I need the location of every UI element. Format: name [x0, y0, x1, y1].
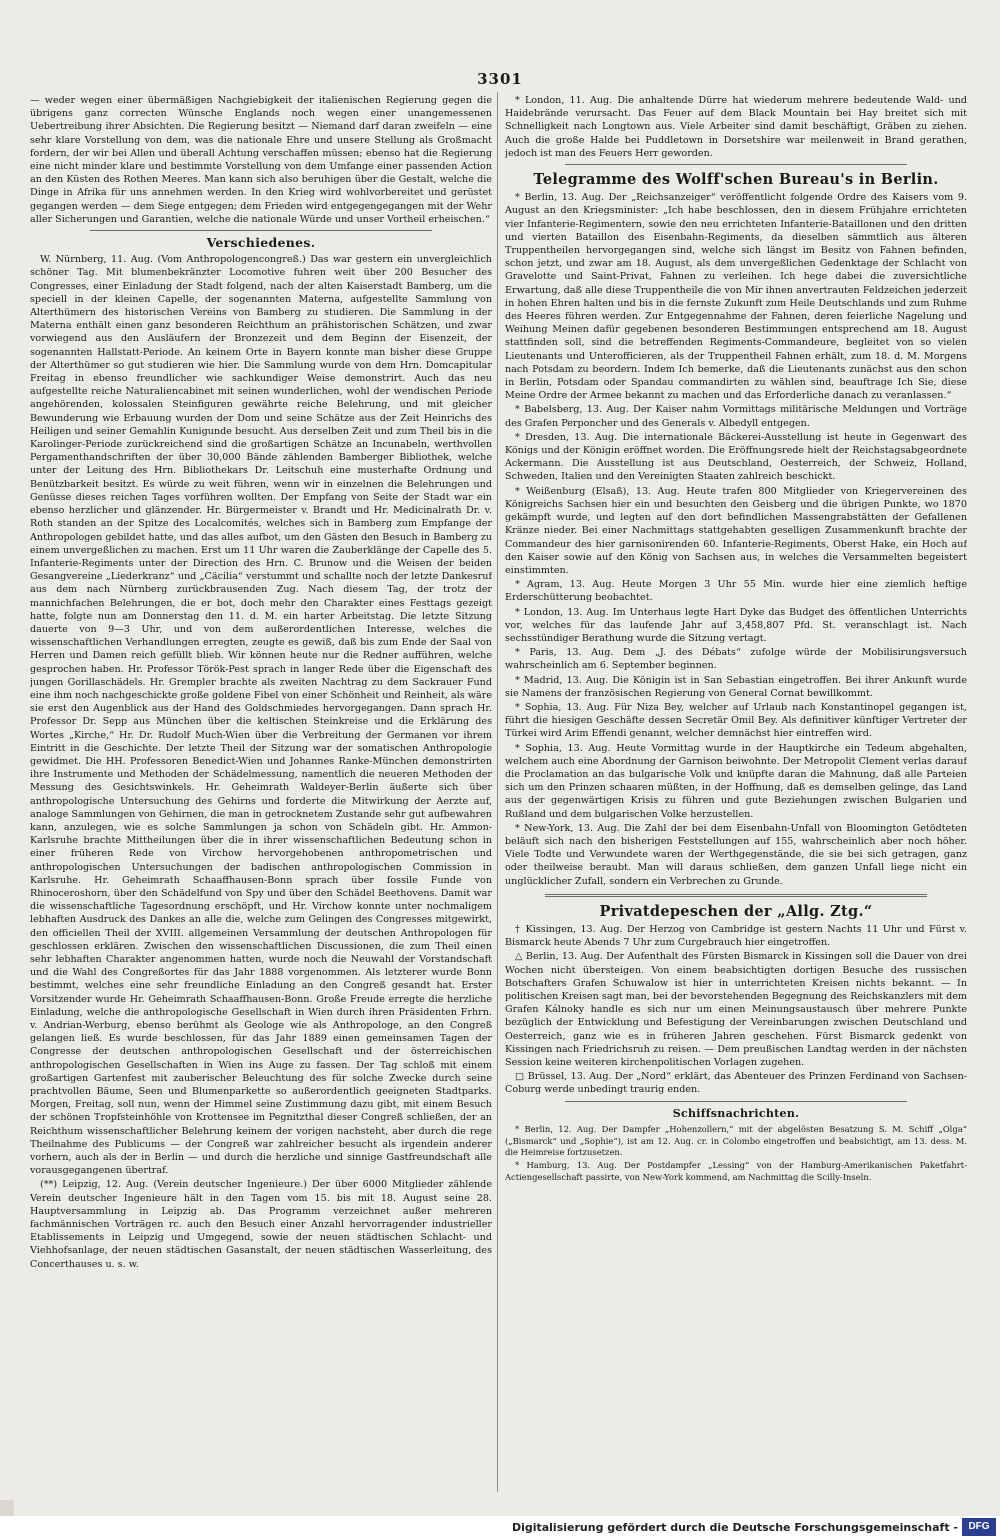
section-divider [565, 1101, 907, 1102]
article-london-fires: * London, 11. Aug. Die anhaltende Dürre hat wiederum mehrere bedeutende Wald- und Haidebrände verursacht. Das Feuer auf dem Black Mountain bei Hay breitet sich mit Schnelligkeit nach Longtown aus. Viele Arbeiter sind damit beschäftigt, Gräben zu ziehen. Auch die große Halde bei Puddletown in Dorsetshire war meilenweit in Brand gerathen, jedoch ist man des Feuers Herr geworden. [505, 95, 967, 159]
private-berlin: △ Berlin, 13. Aug. Der Aufenthalt des Fürsten Bismarck in Kissingen soll die Dauer von drei Wochen nicht übersteigen. Von einem beabsichtigten dortigen Besuche des russischen Botschafters Grafen Schuwalow ist hier in unterrichteten Kreisen nichts bekannt. — In politischen Kreisen sagt man, bei der bevorstehenden Begegnung des Reichskanzlers mit dem Grafen Kálnoky handle es sich nur um einen Meinungsaustausch über mehrere Punkte bezüglich der Entwicklung und Befestigung der Vereinbarungen zwischen Deutschland und Oesterreich, ganz wie es in früheren Jahren geschehen. Fürst Bismarck gedenkt von Kissingen nach Friedrichsruh zu reisen. — Dem preußischen Landtag werden in der nächsten Session keine weiteren kirchenpolitischen Vorlagen zugehen. [505, 951, 967, 1069]
left-column [30, 94, 492, 1494]
section-divider [545, 894, 927, 897]
section-title-verschiedenes: Verschiedenes. [206, 235, 316, 251]
article-leipzig: (**) Leipzig, 12. Aug. (Verein deutscher Ingenieure.) Der über 6000 Mitglieder zählende Verein deutscher Ingenieure hält in den Tagen vom 15. bis mit 18. August seine 28. Hauptversammlung in Leipzig ab. Das Programm verzeichnet außer mehreren fachmännischen Vorträgen rc. auch den Besuch einer Anzahl hervorragender industrieller Etablissements in Leipzig und Umgegend, sowie der neuen städtischen Schlacht- und Viehhofsanlage, der neuen städtischen Gasanstalt, der neuen städtischen Wasserleitung, des Concerthauses u. s. w. [30, 1179, 492, 1270]
page-edge-mark [0, 1500, 14, 1516]
section-title-wolff: Telegramme des Wolff'schen Bureau's in Berlin. [533, 171, 939, 189]
telegram-paris: * Paris, 13. Aug. Dem „J. des Débats“ zufolge würde der Mobilisirungsversuch wahrscheinlich am 6. September beginnen. [505, 647, 967, 672]
section-title-shipping: Schiffsnachrichten. [672, 1106, 800, 1120]
right-column [505, 94, 967, 1414]
intro-paragraph: — weder wegen einer übermäßigen Nachgiebigkeit der italienischen Regierung gegen die übrigens ganz correcten Wünsche Englands noch wegen einer unangemessenen Uebertreibung ihrer Absichten. Die Regierung besitzt — Niemand darf daran zweifeln — eine sehr klare Vorstellung von dem, was die nationale Ehre und unsere Stellung als Großmacht fordern, der wir bei Allen und überall Achtung verschaffen müssen; ebenso hat die Regierung eine nicht minder klare und bestimmte Vorstellung von dem Umfange einer passenden Action an den Küsten des Rothen Meeres. Man kann sich also beruhigen über die Gestalt, welche die Dinge in Afrika für uns annehmen werden. In den Krieg wird wohlvorbereitet und gerüstet gegangen werden — dem Siege entgegen; dem Frieden wird entgegengegangen mit der Wehr aller Sicherungen und Garantien, welche die nationale Würde und unser Vortheil erheischen.“ [30, 95, 492, 225]
telegram-new-york: * New-York, 13. Aug. Die Zahl der bei dem Eisenbahn-Unfall von Bloomington Getödteten beläuft sich nach den bisherigen Feststellungen auf 155, wahrscheinlich aber noch höher. Viele Todte und Verwundete waren der Werthgegenstände, die sie bei sich getragen, ganz oder theilweise beraubt. Man will daraus schließen, dem ganzen Unfall liege nicht ein unglücklicher Zufall, sondern ein Verbrechen zu Grunde. [505, 822, 967, 887]
column-rule [497, 92, 498, 1492]
footer-credit: Digitalisierung gefördert durch die Deutsche Forschungsgemeinschaft - [511, 1521, 958, 1534]
section-divider [565, 164, 907, 165]
telegram-dresden: * Dresden, 13. Aug. Die internationale Bäckerei-Ausstellung ist heute in Gegenwart des Königs und der Königin eröffnet worden. Die Eröffnungsrede hielt der Reichstagsabgeordnete Ackermann. Die Ausstellung ist aus Deutschland, Oesterreich, der Schweiz, Holland, Schweden, Italien und den Vereinigten Staaten zahlreich beschickt. [505, 431, 967, 483]
shipping-berlin: * Berlin, 12. Aug. Der Dampfer „Hohenzollern,“ mit der abgelösten Besatzung S. M. Schiff „Olga“ („Bismarck“ und „Sophie“), ist am 12. Aug. cr. in Colombo eingetroffen und beabsichtigt, am 13. dess. M. die Heimreise fortzusetzen. [505, 1123, 967, 1158]
shipping-hamburg: * Hamburg, 13. Aug. Der Postdampfer „Lessing“ von der Hamburg-Amerikanischen Paketfahrt-Actiengesellschaft passirte, von New-York kommend, am Nachmittag die Scilly-Inseln. [505, 1160, 967, 1183]
dfg-logo: DFG [962, 1518, 996, 1536]
telegram-berlin: * Berlin, 13. Aug. Der „Reichsanzeiger“ veröffentlicht folgende Ordre des Kaisers vom 9. August an den Kriegsminister: „Ich habe beschlossen, den in diesem Frühjahre errichteten vier Infanterie-Regimentern, sowie den neu errichteten Infanterie-Bataillonen und den dritten und vierten Bataillon des Eisenbahn-Regiments, da dieselben sämmtlich aus älteren Truppentheilen hervorgegangen sind, welche sich längst im Besitz von Fahnen befinden, schon jetzt, und zwar am 18. August, als dem unvergeßlichen Gedenktage der Schlacht von Gravelotte und Saint-Privat, Fahnen zu verleihen. Ich hege dabei die zuversichtliche Erwartung, daß alle diese Truppentheile die von Mir ihnen anvertrauten Feldzeichen jederzeit in hohen Ehren halten und bis in die fernste Zukunft zum Heile Deutschlands und zum Ruhme des Heeres führen werden. Zur Entgegennahme der Fahnen, deren feierliche Nagelung und Weihung Meinen dafür gegebenen besonderen Bestimmungen entsprechend am 18. August stattfinden soll, sind die betreffenden Regiments-Commandeure, begleitet von so vielen Lieutenants und Unterofficieren, als der Truppentheil Fahnen erhält, zum 18. d. M. Morgens nach Potsdam zu beordern. Indem Ich bemerke, daß die Lieutenants zunächst aus den schon in Berlin, Potsdam oder Spandau commandirten zu wählen sind, beauftrage Ich Sie, diese Meine Ordre der Armee bekannt zu machen und das Erforderliche danach zu veranlassen.“ [505, 192, 967, 402]
private-kissingen: † Kissingen, 13. Aug. Der Herzog von Cambridge ist gestern Nachts 11 Uhr und Fürst v. Bismarck heute Abends 7 Uhr zum Curgebrauch hier eingetroffen. [505, 923, 967, 949]
telegram-sophia-1: * Sophia, 13. Aug. Für Niza Bey, welcher auf Urlaub nach Konstantinopel gegangen ist, führt die hiesigen Geschäfte dessen Secretär Omil Bey. Als definitiver künftiger Vertreter der Türkei wird Arim Effendi genannt, welcher demnächst hier eintreffen wird. [505, 701, 967, 740]
telegram-sophia-2: * Sophia, 13. Aug. Heute Vormittag wurde in der Hauptkirche ein Tedeum abgehalten, welchem auch eine Abordnung der Garnison beiwohnte. Der Metropolit Clement verlas darauf die Proclamation an das bulgarische Volk und knüpfte daran die Mahnung, daß alle Parteien sich um den Prinzen schaaren müßten, in der Hoffnung, daß es demselben gelinge, das Land aus der gegenwärtigen Krisis zu führen und gute Beziehungen zwischen Bulgarien und Rußland und dem bulgarischen Volke herzustellen. [505, 742, 967, 820]
telegram-agram: * Agram, 13. Aug. Heute Morgen 3 Uhr 55 Min. wurde hier eine ziemlich heftige Erderschütterung beobachtet. [505, 579, 967, 604]
telegram-madrid: * Madrid, 13. Aug. Die Königin ist in San Sebastian eingetroffen. Bei ihrer Ankunft wurde sie Namens der französischen Regierung von General Cornat bewillkommt. [505, 674, 967, 699]
section-title-private: Privatdepeschen der „Allg. Ztg.“ [599, 902, 873, 920]
section-divider [90, 230, 432, 231]
telegram-london: * London, 13. Aug. Im Unterhaus legte Hart Dyke das Budget des öffentlichen Unterrichts vor, welches für das laufende Jahr auf 3,458,807 Pfd. St. veranschlagt ist. Nach sechsstündiger Berathung wurde die Sitzung vertagt. [505, 606, 967, 644]
article-nuernberg: W. Nürnberg, 11. Aug. (Vom Anthropologencongreß.) Das war gestern ein unvergleichlich schöner Tag. Mit blumenbekränzter Locomotive fuhren weit über 200 Besucher des Congresses, einer Einladung der Stadt folgend, nach der alten Kaiserstadt Bamberg, um die speciell in der kleinen Capelle, der sogenannten Materna, aufgestellte Sammlung von Alterthümern des historischen Vereins von Bamberg zu studieren. Die Sammlung in der Materna enthält einen ganz besonderen Reichthum an prähistorischen Schätzen, und zwar vorwiegend aus den Ausläufern der Bronzezeit und dem Beginn der Eisenzeit, der sogenannten Hallstatt-Periode. An keinem Orte in Bayern konnte man bisher diese Gruppe der Alterthümer so gut studieren wie hier. Die Sammlung wurde von dem Hrn. Domcapitular Freitag in ebenso freundlicher wie sachkundiger Weise demonstrirt. Auch das neu aufgestellte reiche Naturaliencabinet mit seinen wunderlichen, wohl der wendischen Periode angehörenden, kolossalen Steinfiguren gewährte reiche Belehrung, und mit gleicher Bewunderung wie Erbauung wurden der Dom und seine Schätze aus der Zeit Heinrichs des Heiligen und seiner Gemahlin Kunigunde besucht. Aus derselben Zeit und zum Theil bis in die Karolinger-Periode zurückreichend sind die großartigen Schätze an Incunabeln, werthvollen Pergamenthandschriften der über 30,000 Bände zählenden Bamberger Bibliothek, welche unter der Leitung des Hrn. Bibliothekars Dr. Leitschuh eine musterhafte Ordnung und Benützbarkeit besitzt. Es würde zu weit führen, wenn wir in einzelnen die Belehrungen und Genüsse dieses reichen Tages vorführen wollten. Der Empfang von Seite der Stadt war ein ebenso herzlicher und glänzender. Hr. Bürgermeister v. Brandt und Hr. Medicinalrath Dr. v. Roth standen an der Spitze des Localcomités, welches sich in Bamberg zum Empfange der Anthropologen gebildet hatte, und das alles aufbot, um den Gästen den Besuch in Bamberg zu einem unvergeßlichen zu machen. Erst um 11 Uhr waren die Zauberklänge der Capelle des 5. Infanterie-Regiments unter der Direction des Hrn. C. Brunow und die Weisen der beiden Gesangvereine „Liederkranz“ und „Cäcilia“ verstummt und schallte noch der letzte Dankesruf aus dem nach Nürnberg zurückbrausenden Zug. Nach diesem Tag, der trotz der mannichfachen Belehrungen, die er bot, doch mehr den Charakter eines Festtags gezeigt hatte, folgte nun am Donnerstag den 11. d. M. ein harter Arbeitstag. Die letzte Sitzung dauerte von 9—3 Uhr, und von dem außerordentlichen Interesse, welches die wissenschaftlichen Verhandlungen erregten, zeugte es gewiß, daß bis zum Ende der Saal von Herren und Damen reich gefüllt blieb. Wir können heute nur die Redner aufführen, welche gesprochen haben. Hr. Professor Török-Pest sprach in langer Rede über die Eigenschaft des jungen Gorillaschädels. Hr. Grempler brachte als zweiten Nachtrag zu dem Sackrauer Fund eine ihm noch nachgeschickte große goldene Fibel von einer Schönheit und Reinheit, als wäre sie erst den Augenblick aus der Hand des Goldschmiedes hervorgegangen. Dann sprach Hr. Professor Dr. Sepp aus München über die keltischen Steinkreise und die Erklärung des Wortes „Kirche,“ Hr. Dr. Rudolf Much-Wien über die Verbreitung der Germanen vor ihrem Eintritt in die Geschichte. Der letzte Theil der Sitzung war der somatischen Anthropologie gewidmet. Die HH. Professoren Benedict-Wien und Johannes Ranke-München demonstrirten ihre Instrumente und Methoden der Schädelmessung, namentlich die neueren Methoden der Messung des Gesichtswinkels. Hr. Geheimrath Waldeyer-Berlin äußerte sich über anthropologische Untersuchung des Gehirns und forderte die Mitwirkung der Aerzte auf, analoge Sammlungen von Gehirnen, die man in getrocknetem Zustande sehr gut aufbewahren kann, anzulegen, wie es solche Sammlungen ja schon von Schädeln gibt. Hr. Ammon-Karlsruhe brachte Mittheilungen über die in ihrer wissenschaftlichen Bedeutung schon in einer früheren Rede von Virchow hervorgehobenen anthropometrischen und anthropologischen Untersuchungen der badischen anthropologischen Commission in Karlsruhe. Hr. Geheimrath Schaaffhausen-Bonn sprach über fossile Funde von Rhinoceroshorn, über den Schädelfund von Spy und über den Schädel Beethovens. Damit war die wissenschaftliche Tagesordnung erschöpft, und Hr. Virchow konnte unter nochmaligem lebhaften Ausdruck des Dankes an alle die, welche zum Gelingen des Congresses mitgewirkt, den officiellen Theil der XVIII. allgemeinen Versammlung der deutschen Anthropologen für geschlossen erklären. Zwischen den wissenschaftlichen Discussionen, die zum Theil einen sehr lebhaften Charakter angenommen hatten, wurde noch die Neuwahl der Vorstandschaft und die Wahl des Congreßortes für das Jahr 1888 vorgenommen. Als letzterer wurde Bonn bestimmt, welches eine sehr freundliche Einladung an den Congreß gesandt hat. Erster Vorsitzender wurde Hr. Geheimrath Schaaffhausen-Bonn. Große Freude erregte die herzliche Einladung, welche die anthropologische Gesellschaft in Wien durch ihren Präsidenten Frhrn. v. Andrian-Werburg, ebenso berühmt als Geologe wie als Anthropologe, an den Congreß gelangen ließ. Es wurde beschlossen, für das Jahr 1889 einen gemeinsamen Tagen der Congresse der deutschen anthropologischen Gesellschaft und der österreichischen anthropologischen Gesellschaften in Wien ins Auge zu fassen. Der Tag schloß mit einem großartigen Gartenfest mit zauberischer Beleuchtung des für solche Zwecke durch seine prachtvollen Bäume, Seen und Blumenparkette so außerordentlich geeigneten Stadtparks. Morgen, Freitag, soll nun, wenn der Himmel seine Zustimmung dazu gibt, mit einem Besuch der schönen Tropfsteinhöhle von Krottensee im Pegnitzthal dieser Congreß schließen, der an Reichthum wissenschaftlicher Belehrung keinem der vorigen nachsteht, aber durch die rege Theilnahme des Publicums — der Congreß war zahlreicher besucht als irgendein anderer vorhern, auch als der in Berlin — und durch die herzliche und sinnige Gastfreundschaft alle vorausgegangenen übertraf. [30, 254, 492, 1177]
private-bruessel: □ Brüssel, 13. Aug. Der „Nord“ erklärt, das Abenteuer des Prinzen Ferdinand von Sachsen-Coburg werde unbedingt traurig enden. [505, 1071, 967, 1096]
telegram-babelsberg: * Babelsberg, 13. Aug. Der Kaiser nahm Vormittags militärische Meldungen und Vorträge des Grafen Perponcher und des Generals v. Albedyll entgegen. [505, 404, 967, 429]
page-number: 3301 [477, 70, 523, 88]
telegram-weissenburg: * Weißenburg (Elsaß), 13. Aug. Heute trafen 800 Mitglieder von Kriegervereinen des Königreichs Sachsen hier ein und besuchten den Geisberg und die übrigen Punkte, wo 1870 gekämpft wurde, und legten auf den dort befindlichen Massengrabstätten der Gefallenen Kränze nieder. Bei einer Nachmittags stattgehabten geselligen Zusammenkunft brachte der Commandeur des hier garnisonirenden 60. Infanterie-Regiments, Oberst Hake, ein Hoch auf den Kaiser sowie auf den König von Sachsen aus, in welches die Versammelten begeistert einstimmten. [505, 485, 967, 576]
